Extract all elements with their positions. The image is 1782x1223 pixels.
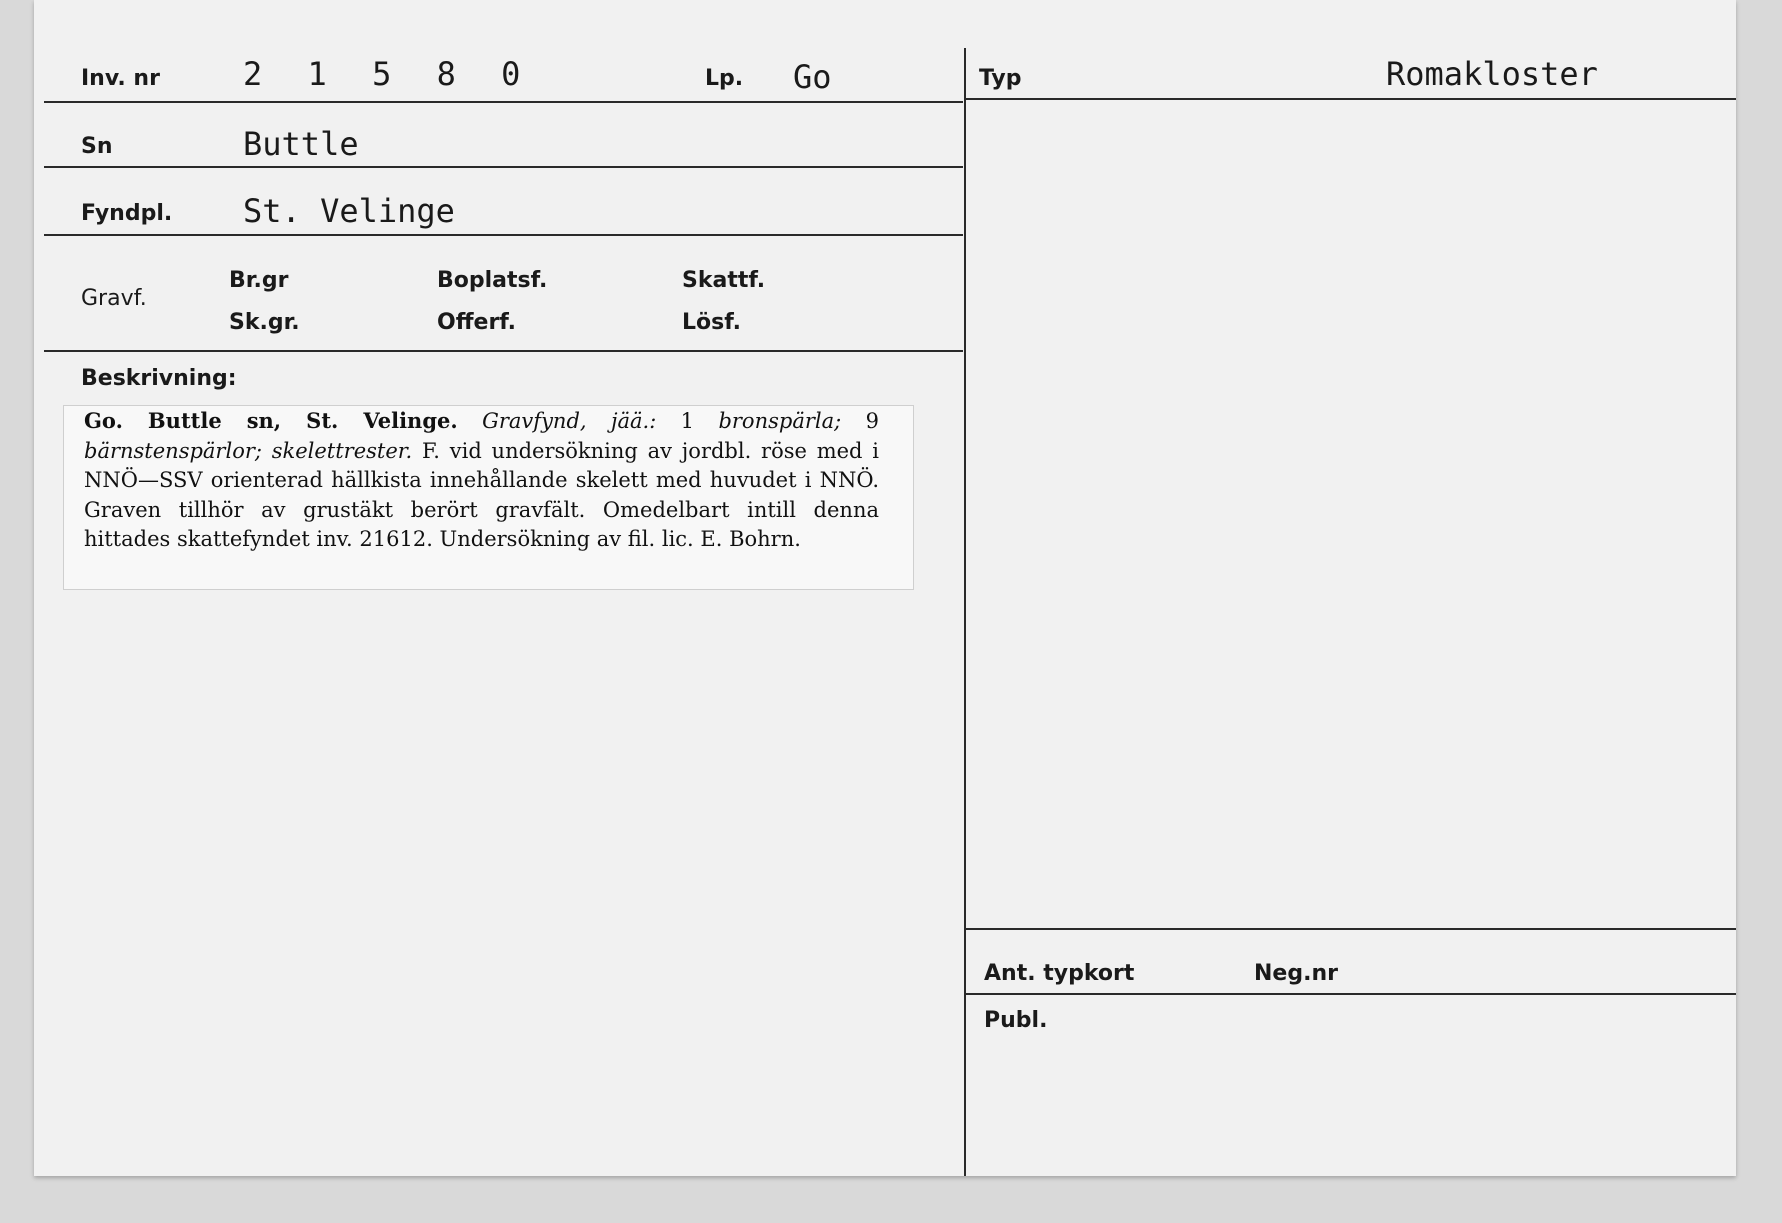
description-count-1: 1 <box>656 409 719 433</box>
beskrivning-label: Beskrivning: <box>81 366 237 391</box>
divider-gravf <box>44 350 963 352</box>
lp-label: Lp. <box>705 66 744 91</box>
description-item-1: bronspärla; <box>718 409 842 433</box>
description-body: F. vid undersökning av jordbl. röse med i NNÖ—SSV orienterad hällkista innehållande skelett med huvudet i NNÖ. Graven tillhör av grustäkt berört gravfält. Omedelbart intill denna hittades skattefyndet inv. 21612. Undersökning av fil. lic. E. Bohrn. <box>84 438 879 551</box>
divider-typ <box>966 98 1736 100</box>
description-find-type: Gravfynd, jää.: <box>482 409 657 433</box>
publ-label: Publ. <box>984 1008 1048 1033</box>
inv-nr-label: Inv. nr <box>81 66 160 91</box>
catalog-card <box>34 0 1736 1176</box>
inv-nr-value: 2 1 5 8 0 <box>243 55 534 93</box>
divider-ant-typkort <box>966 993 1736 995</box>
typ-label: Typ <box>979 66 1022 91</box>
column-divider <box>964 48 966 1176</box>
description-count-2: 9 <box>841 409 879 433</box>
boplatsf-label: Boplatsf. <box>437 268 548 293</box>
fyndpl-value: St. Velinge <box>243 192 455 230</box>
divider-bottom-section <box>966 928 1736 930</box>
sn-label: Sn <box>81 134 113 159</box>
offerf-label: Offerf. <box>437 310 517 335</box>
br-gr-label: Br.gr <box>229 268 289 293</box>
divider-inv <box>44 101 963 103</box>
description-item-2: bärnstenspärlor; skelettrester. <box>84 438 413 463</box>
losf-label: Lösf. <box>682 310 741 335</box>
divider-sn <box>44 166 963 168</box>
neg-nr-label: Neg.nr <box>1254 961 1338 986</box>
description-slip <box>63 405 914 590</box>
sk-gr-label: Sk.gr. <box>229 310 300 335</box>
skattf-label: Skattf. <box>682 268 766 293</box>
lp-value: Go <box>793 58 832 96</box>
divider-fyndpl <box>44 234 963 236</box>
sn-value: Buttle <box>243 125 359 163</box>
fyndpl-label: Fyndpl. <box>81 201 173 226</box>
typ-value: Romakloster <box>1386 55 1598 93</box>
gravf-label: Gravf. <box>81 286 147 311</box>
ant-typkort-label: Ant. typkort <box>984 961 1135 986</box>
description-lead: Go. Buttle sn, St. Velinge. <box>84 408 458 433</box>
